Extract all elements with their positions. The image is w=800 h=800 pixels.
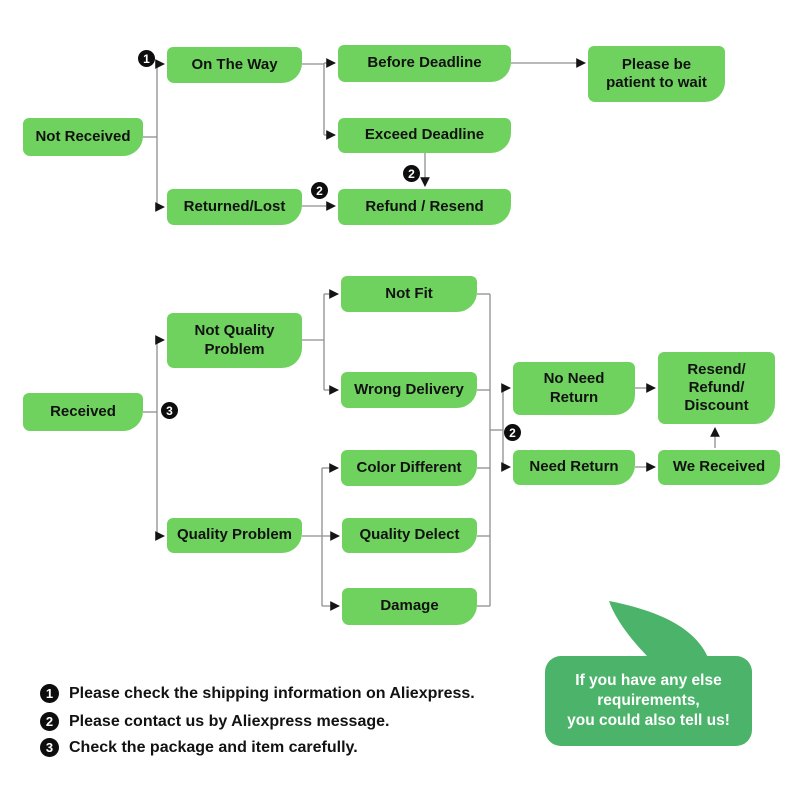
node-refund-resend [338, 189, 511, 225]
node-label: Refund / Resend [365, 197, 484, 215]
node-received [23, 393, 143, 431]
footnote-3-badge: 3 [40, 738, 59, 757]
node-label: Quality Delect [359, 526, 460, 544]
node-label: Not Fit [385, 284, 433, 302]
step-3-badge: 3 [161, 402, 178, 419]
node-label-line1: Resend/ [687, 360, 746, 378]
speech-bubble [545, 656, 752, 746]
step-2-badge-return: 2 [504, 424, 521, 441]
node-not-received [23, 118, 143, 156]
node-label-line2: Return [549, 388, 599, 406]
node-need-return [513, 450, 635, 485]
footnote-2-badge: 2 [40, 712, 59, 731]
node-label: Not Received [35, 127, 131, 145]
node-label: On The Way [191, 55, 278, 73]
node-damage [342, 588, 477, 625]
node-label-line3: Discount [684, 397, 749, 415]
node-quality-delect [342, 518, 477, 553]
node-label: Quality Problem [176, 526, 293, 544]
node-label: Before Deadline [367, 54, 482, 72]
footnote-2 [40, 712, 389, 731]
footnote-3 [40, 738, 358, 757]
node-label-line2: patient to wait [606, 74, 707, 91]
node-label: Exceed Deadline [364, 126, 485, 144]
node-not-quality-problem [167, 313, 302, 368]
node-on-the-way [167, 47, 302, 83]
footnote-3-text: Check the package and item carefully. [69, 738, 358, 756]
speech-bubble-line3: you could also tell us! [567, 712, 730, 729]
speech-bubble-line1: If you have any else [575, 672, 722, 689]
footnote-1-badge: 1 [40, 684, 59, 703]
node-label: Wrong Delivery [354, 380, 464, 398]
node-before-deadline [338, 45, 511, 82]
step-2-badge-exceed: 2 [403, 165, 420, 182]
node-color-different [341, 450, 477, 486]
node-label: Need Return [529, 458, 619, 476]
footnote-1-text: Please check the shipping information on Aliexpress. [69, 684, 475, 702]
footnote-1 [40, 684, 475, 703]
speech-bubble-line2: requirements, [597, 692, 700, 709]
node-label-line1: Please be [621, 55, 692, 73]
node-label: Received [50, 402, 116, 420]
node-exceed-deadline [338, 118, 511, 153]
node-label-line2: Problem [204, 340, 265, 358]
step-1-badge: 1 [138, 50, 155, 67]
node-label-line1: Not Quality [194, 322, 275, 340]
footnote-2-text: Please contact us by Aliexpress message. [69, 712, 390, 730]
node-label: Damage [380, 597, 439, 615]
node-please-be-patient [588, 46, 725, 102]
node-label: Returned/Lost [183, 197, 286, 215]
node-label-line2: Refund/ [688, 378, 745, 396]
node-quality-problem [167, 518, 302, 553]
node-returned-lost [167, 189, 302, 225]
node-label: Color Different [356, 458, 462, 476]
step-2-badge-returned: 2 [311, 182, 328, 199]
node-label: We Received [672, 458, 766, 476]
node-no-need-return [513, 362, 635, 415]
node-wrong-delivery [341, 372, 477, 408]
node-we-received [658, 450, 780, 485]
node-not-fit [341, 276, 477, 312]
speech-bubble-tail [609, 601, 709, 660]
node-resend-refund-discount [658, 352, 775, 424]
node-label-line1: No Need [543, 370, 605, 388]
